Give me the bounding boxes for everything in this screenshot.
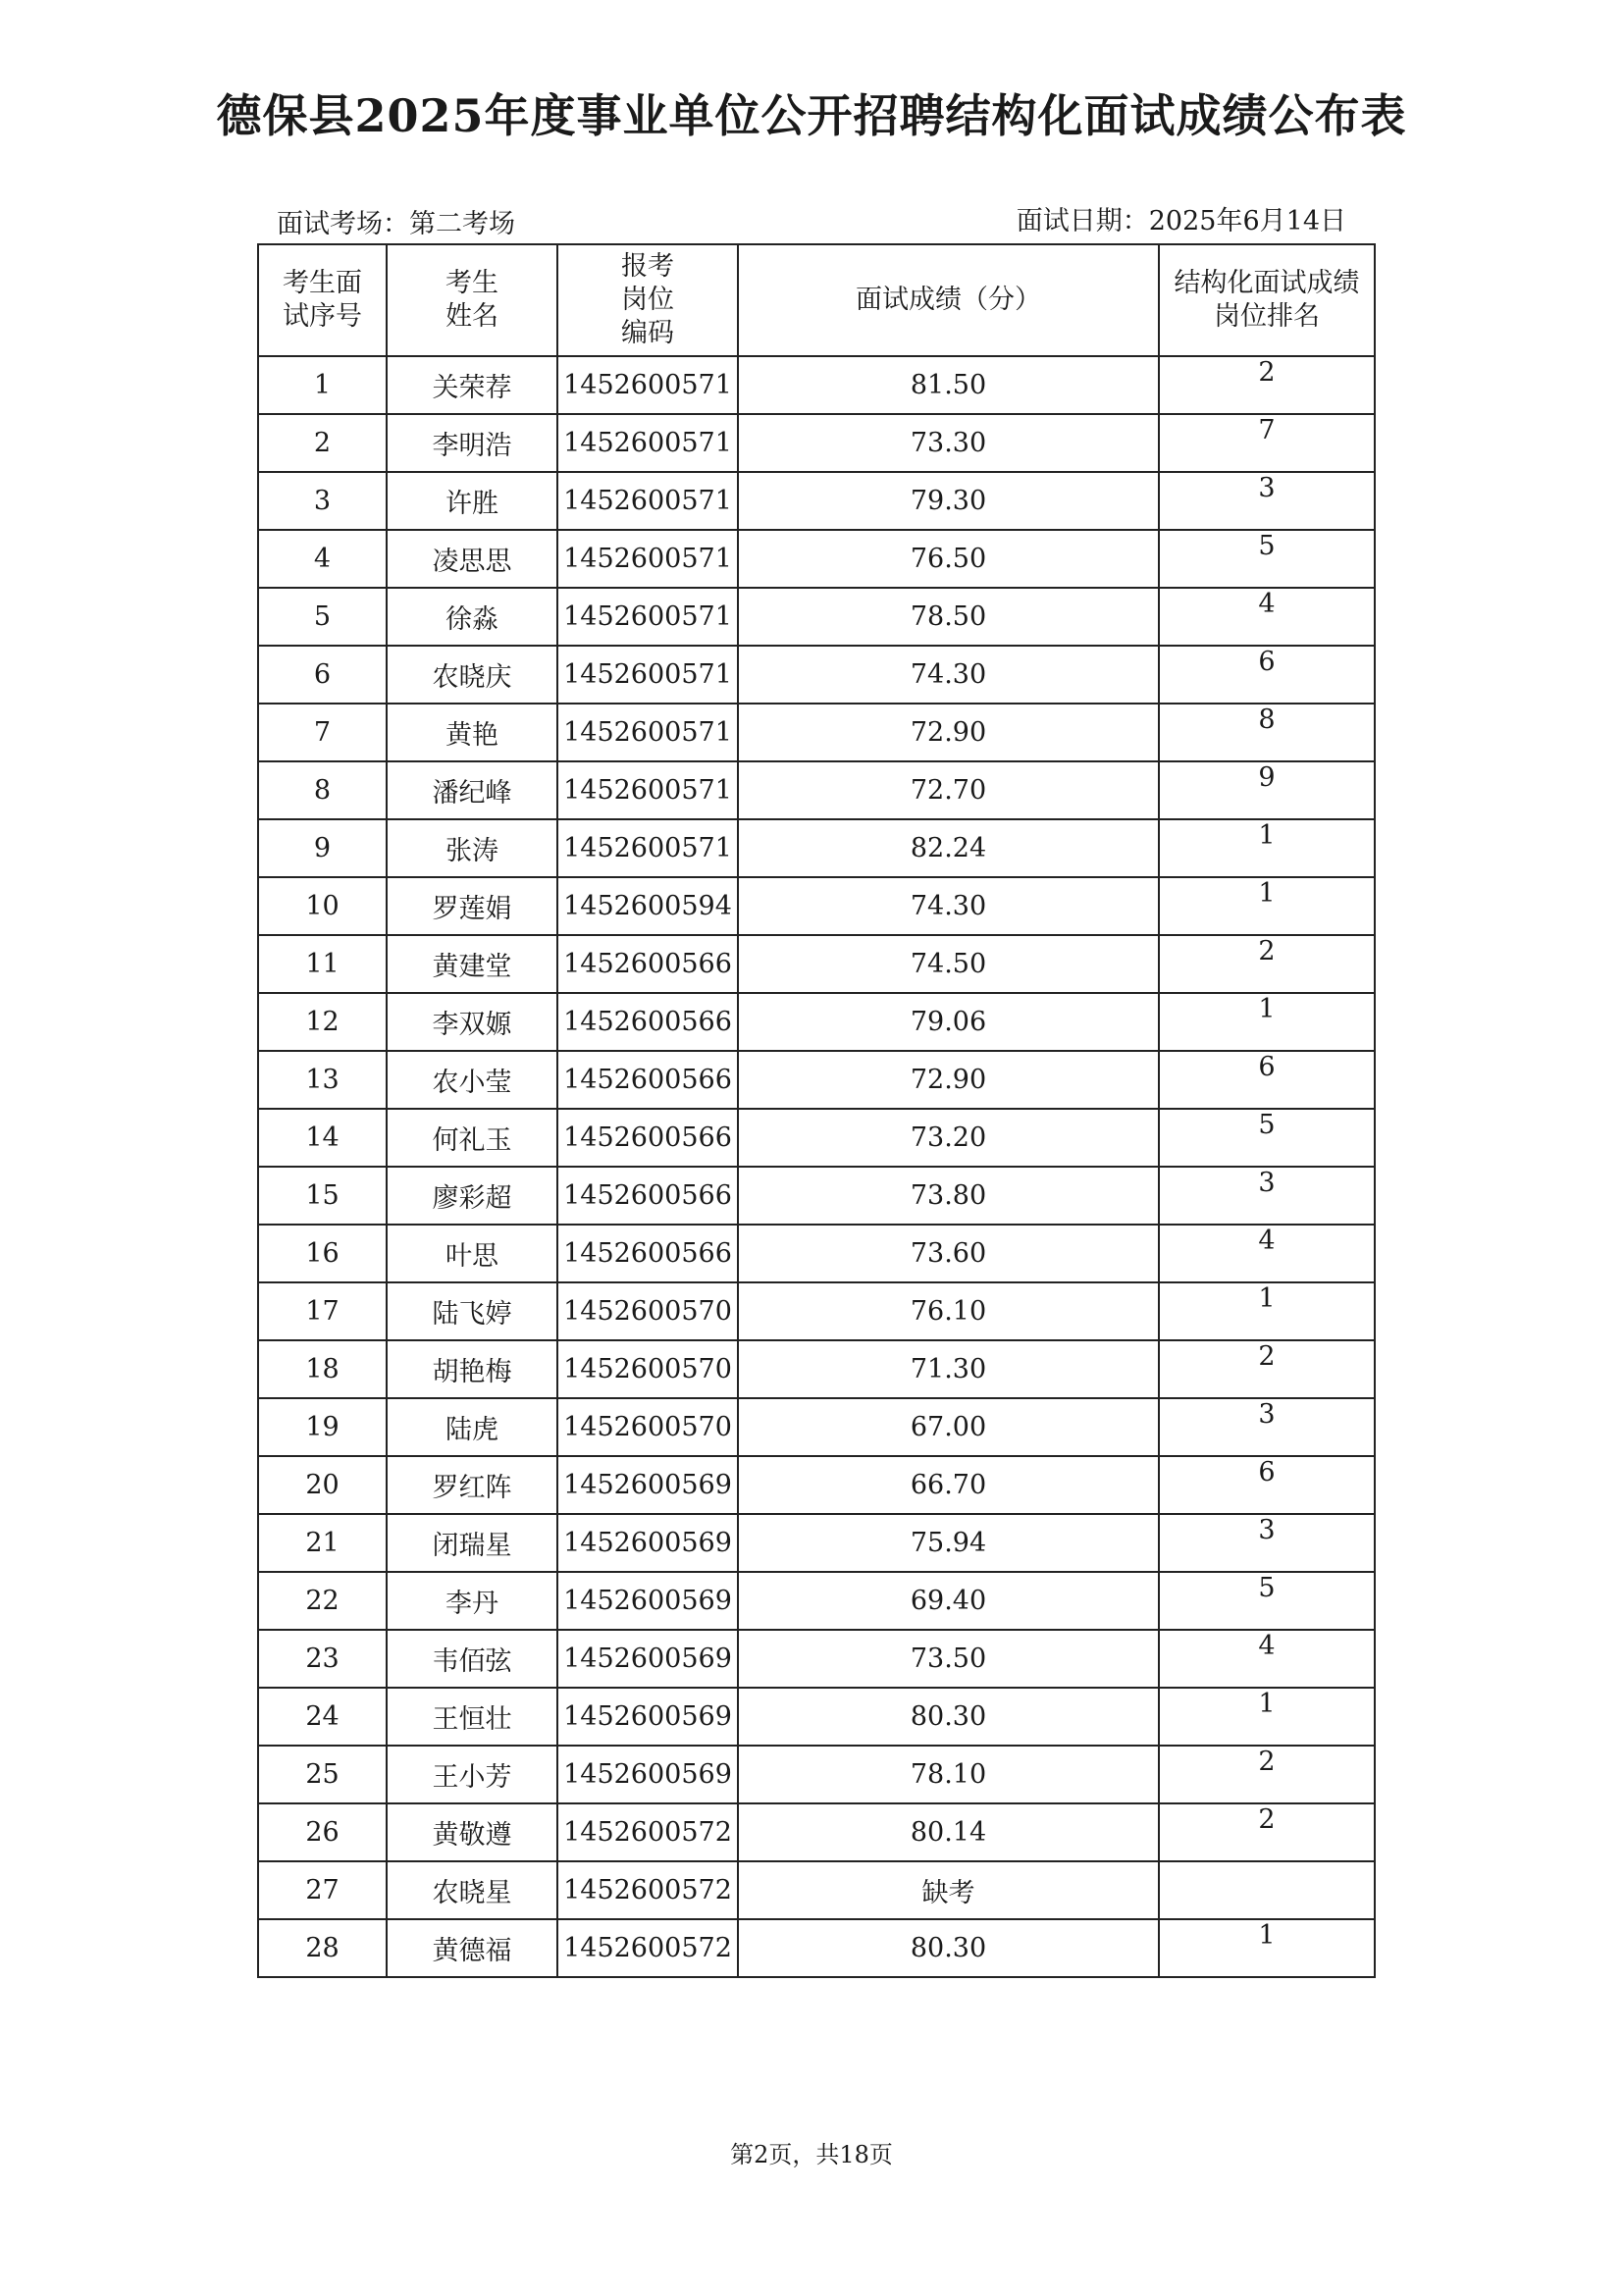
cell-code: 1452600570 [557, 1398, 738, 1456]
table-row [258, 1919, 1375, 1977]
table-row [258, 1861, 1375, 1919]
cell-seq: 13 [258, 1051, 387, 1109]
cell-score: 73.30 [738, 414, 1159, 472]
cell-seq: 12 [258, 993, 387, 1051]
cell-name: 许胜 [387, 472, 557, 530]
cell-seq: 3 [258, 472, 387, 530]
cell-code: 1452600569 [557, 1514, 738, 1572]
cell-name: 农晓星 [387, 1861, 557, 1919]
cell-score: 74.30 [738, 646, 1159, 704]
page-title: 德保县2025年度事业单位公开招聘结构化面试成绩公布表 [216, 89, 1407, 142]
cell-code: 1452600570 [557, 1282, 738, 1340]
venue-label: 面试考场： [277, 209, 409, 239]
cell-seq: 20 [258, 1456, 387, 1514]
cell-code: 1452600569 [557, 1630, 738, 1688]
header-code: 报考岗位编码 [557, 244, 738, 356]
cell-rank: 2 [1159, 356, 1375, 414]
cell-name: 陆飞婷 [387, 1282, 557, 1340]
header-name: 考生姓名 [387, 244, 557, 356]
cell-seq: 2 [258, 414, 387, 472]
cell-seq: 10 [258, 877, 387, 935]
table-row [258, 1803, 1375, 1861]
cell-name: 徐淼 [387, 588, 557, 646]
cell-code: 1452600572 [557, 1861, 738, 1919]
cell-name: 韦佰弦 [387, 1630, 557, 1688]
table-row [258, 935, 1375, 993]
table-row [258, 472, 1375, 530]
cell-rank: 1 [1159, 877, 1375, 935]
score-table [257, 243, 1376, 1978]
cell-name: 李丹 [387, 1572, 557, 1630]
cell-rank: 1 [1159, 993, 1375, 1051]
cell-code: 1452600571 [557, 472, 738, 530]
table-row [258, 414, 1375, 472]
table-row [258, 704, 1375, 761]
cell-code: 1452600572 [557, 1803, 738, 1861]
cell-seq: 24 [258, 1688, 387, 1746]
header-seq: 考生面试序号 [258, 244, 387, 356]
cell-code: 1452600566 [557, 1051, 738, 1109]
cell-code: 1452600571 [557, 819, 738, 877]
cell-score: 缺考 [738, 1861, 1159, 1919]
table-row [258, 356, 1375, 414]
cell-rank: 4 [1159, 588, 1375, 646]
cell-name: 李双嫄 [387, 993, 557, 1051]
cell-code: 1452600571 [557, 588, 738, 646]
cell-rank: 2 [1159, 935, 1375, 993]
table-row [258, 1167, 1375, 1225]
cell-seq: 7 [258, 704, 387, 761]
cell-code: 1452600571 [557, 414, 738, 472]
table-row [258, 530, 1375, 588]
cell-score: 69.40 [738, 1572, 1159, 1630]
cell-rank: 8 [1159, 704, 1375, 761]
cell-code: 1452600569 [557, 1456, 738, 1514]
cell-score: 80.30 [738, 1919, 1159, 1977]
table-row [258, 1746, 1375, 1803]
cell-code: 1452600566 [557, 1225, 738, 1282]
cell-seq: 4 [258, 530, 387, 588]
table-row [258, 1225, 1375, 1282]
cell-code: 1452600572 [557, 1919, 738, 1977]
cell-seq: 23 [258, 1630, 387, 1688]
cell-name: 黄建堂 [387, 935, 557, 993]
cell-rank: 5 [1159, 1572, 1375, 1630]
cell-code: 1452600594 [557, 877, 738, 935]
cell-score: 78.50 [738, 588, 1159, 646]
cell-name: 关荣荐 [387, 356, 557, 414]
cell-name: 叶思 [387, 1225, 557, 1282]
cell-rank: 3 [1159, 1398, 1375, 1456]
cell-score: 73.50 [738, 1630, 1159, 1688]
cell-rank: 2 [1159, 1803, 1375, 1861]
cell-seq: 11 [258, 935, 387, 993]
cell-rank: 7 [1159, 414, 1375, 472]
cell-score: 75.94 [738, 1514, 1159, 1572]
cell-name: 胡艳梅 [387, 1340, 557, 1398]
page-footer: 第2页，共18页 [730, 2141, 893, 2168]
cell-seq: 25 [258, 1746, 387, 1803]
cell-code: 1452600571 [557, 704, 738, 761]
cell-code: 1452600566 [557, 1167, 738, 1225]
date-value: 2025年6月14日 [1148, 206, 1346, 236]
cell-code: 1452600570 [557, 1340, 738, 1398]
cell-code: 1452600566 [557, 993, 738, 1051]
cell-name: 潘纪峰 [387, 761, 557, 819]
cell-rank: 5 [1159, 1109, 1375, 1167]
cell-score: 76.50 [738, 530, 1159, 588]
table-row [258, 1630, 1375, 1688]
cell-seq: 28 [258, 1919, 387, 1977]
cell-name: 罗红阵 [387, 1456, 557, 1514]
cell-code: 1452600566 [557, 935, 738, 993]
cell-seq: 19 [258, 1398, 387, 1456]
table-row [258, 761, 1375, 819]
cell-name: 何礼玉 [387, 1109, 557, 1167]
cell-seq: 26 [258, 1803, 387, 1861]
table-row [258, 877, 1375, 935]
cell-score: 73.20 [738, 1109, 1159, 1167]
table-row [258, 1109, 1375, 1167]
cell-score: 73.60 [738, 1225, 1159, 1282]
cell-seq: 14 [258, 1109, 387, 1167]
cell-rank: 3 [1159, 1167, 1375, 1225]
cell-rank: 2 [1159, 1340, 1375, 1398]
cell-name: 黄德福 [387, 1919, 557, 1977]
cell-code: 1452600569 [557, 1746, 738, 1803]
cell-rank: 9 [1159, 761, 1375, 819]
cell-score: 78.10 [738, 1746, 1159, 1803]
cell-rank: 1 [1159, 1282, 1375, 1340]
cell-rank: 1 [1159, 1919, 1375, 1977]
cell-rank: 6 [1159, 646, 1375, 704]
cell-score: 74.50 [738, 935, 1159, 993]
cell-seq: 21 [258, 1514, 387, 1572]
cell-name: 罗莲娟 [387, 877, 557, 935]
cell-seq: 18 [258, 1340, 387, 1398]
cell-rank: 3 [1159, 1514, 1375, 1572]
cell-score: 79.06 [738, 993, 1159, 1051]
cell-score: 79.30 [738, 472, 1159, 530]
cell-name: 廖彩超 [387, 1167, 557, 1225]
date-label: 面试日期： [1016, 206, 1149, 236]
cell-score: 72.70 [738, 761, 1159, 819]
cell-name: 陆虎 [387, 1398, 557, 1456]
cell-rank: 4 [1159, 1630, 1375, 1688]
venue-value: 第二考场 [409, 209, 515, 239]
exam-venue [277, 202, 515, 240]
cell-name: 张涛 [387, 819, 557, 877]
cell-rank: 6 [1159, 1051, 1375, 1109]
cell-name: 黄艳 [387, 704, 557, 761]
cell-seq: 6 [258, 646, 387, 704]
cell-rank [1159, 1861, 1375, 1919]
cell-seq: 27 [258, 1861, 387, 1919]
cell-seq: 17 [258, 1282, 387, 1340]
table-row [258, 1398, 1375, 1456]
cell-name: 李明浩 [387, 414, 557, 472]
cell-rank: 2 [1159, 1746, 1375, 1803]
cell-name: 闭瑞星 [387, 1514, 557, 1572]
cell-rank: 4 [1159, 1225, 1375, 1282]
cell-score: 76.10 [738, 1282, 1159, 1340]
cell-code: 1452600571 [557, 646, 738, 704]
cell-rank: 6 [1159, 1456, 1375, 1514]
table-row [258, 1051, 1375, 1109]
cell-score: 72.90 [738, 1051, 1159, 1109]
cell-score: 67.00 [738, 1398, 1159, 1456]
cell-seq: 22 [258, 1572, 387, 1630]
table-row [258, 1282, 1375, 1340]
cell-name: 黄敬遵 [387, 1803, 557, 1861]
cell-score: 71.30 [738, 1340, 1159, 1398]
table-row [258, 588, 1375, 646]
cell-score: 80.30 [738, 1688, 1159, 1746]
cell-code: 1452600569 [557, 1572, 738, 1630]
exam-date [1017, 199, 1346, 237]
table-row [258, 1514, 1375, 1572]
table-header-row [258, 244, 1375, 356]
table-row [258, 993, 1375, 1051]
table-row [258, 1688, 1375, 1746]
header-rank: 结构化面试成绩岗位排名 [1159, 244, 1375, 356]
cell-seq: 15 [258, 1167, 387, 1225]
cell-name: 农晓庆 [387, 646, 557, 704]
cell-code: 1452600566 [557, 1109, 738, 1167]
header-score: 面试成绩（分） [738, 244, 1159, 356]
cell-score: 80.14 [738, 1803, 1159, 1861]
cell-name: 凌思思 [387, 530, 557, 588]
cell-name: 农小莹 [387, 1051, 557, 1109]
cell-seq: 8 [258, 761, 387, 819]
cell-rank: 3 [1159, 472, 1375, 530]
cell-rank: 1 [1159, 819, 1375, 877]
cell-code: 1452600571 [557, 761, 738, 819]
cell-seq: 5 [258, 588, 387, 646]
cell-name: 王小芳 [387, 1746, 557, 1803]
cell-code: 1452600571 [557, 530, 738, 588]
cell-score: 82.24 [738, 819, 1159, 877]
cell-seq: 9 [258, 819, 387, 877]
cell-name: 王恒壮 [387, 1688, 557, 1746]
cell-score: 74.30 [738, 877, 1159, 935]
table-row [258, 819, 1375, 877]
cell-score: 81.50 [738, 356, 1159, 414]
cell-score: 73.80 [738, 1167, 1159, 1225]
table-row [258, 1456, 1375, 1514]
table-row [258, 646, 1375, 704]
cell-score: 66.70 [738, 1456, 1159, 1514]
table-row [258, 1340, 1375, 1398]
table-row [258, 1572, 1375, 1630]
cell-seq: 1 [258, 356, 387, 414]
cell-seq: 16 [258, 1225, 387, 1282]
cell-code: 1452600569 [557, 1688, 738, 1746]
cell-rank: 5 [1159, 530, 1375, 588]
cell-code: 1452600571 [557, 356, 738, 414]
cell-rank: 1 [1159, 1688, 1375, 1746]
score-rows [258, 356, 1375, 1977]
cell-score: 72.90 [738, 704, 1159, 761]
